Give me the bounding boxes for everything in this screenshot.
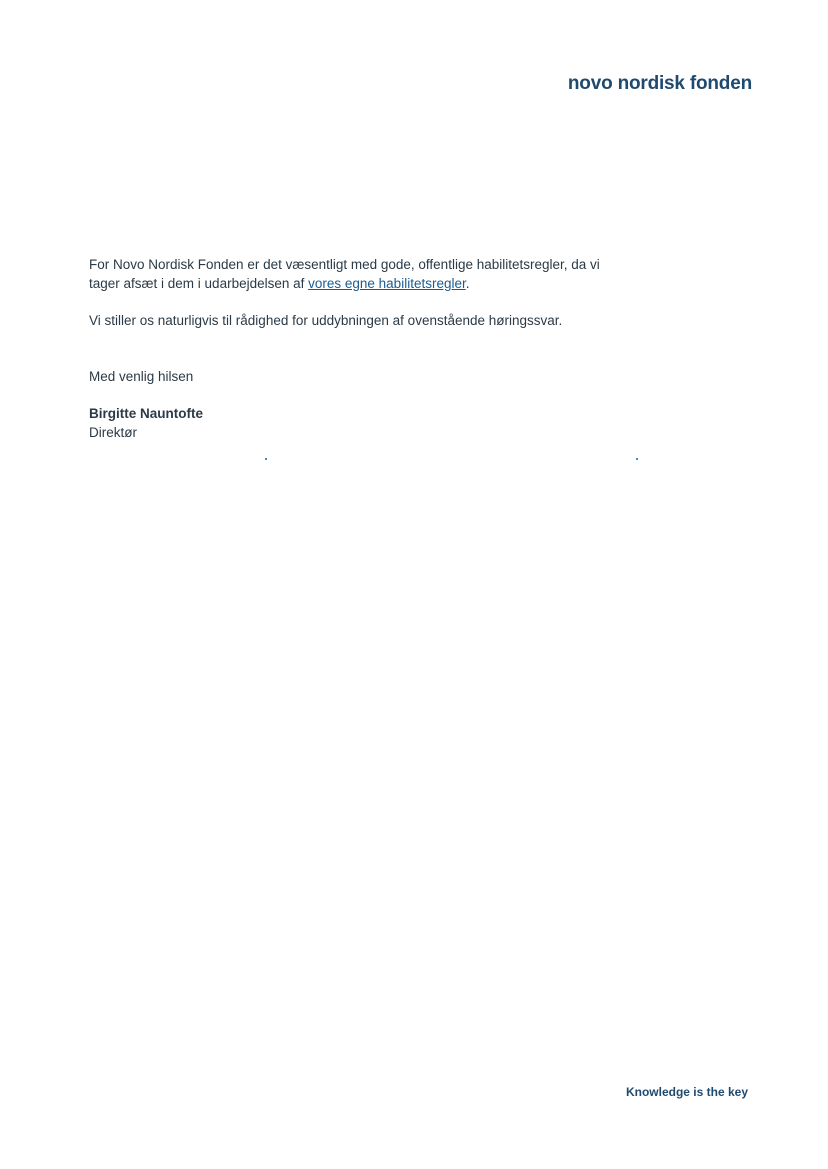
logo-wordmark: novo nordisk fonden bbox=[567, 73, 752, 94]
closing-greeting: Med venlig hilsen bbox=[89, 369, 194, 384]
habilitetsregler-link[interactable]: vores egne habilitetsregler bbox=[308, 276, 466, 291]
signer-name: Birgitte Nauntofte bbox=[89, 406, 203, 421]
scan-speck bbox=[265, 458, 267, 460]
paragraph-habilitetsregler bbox=[89, 255, 629, 293]
paragraph-period: . bbox=[465, 276, 470, 291]
signer-title: Direktør bbox=[89, 425, 137, 440]
signature-block bbox=[89, 404, 629, 442]
footer-tagline: Knowledge is the key bbox=[625, 1085, 748, 1099]
letter-body bbox=[89, 255, 629, 442]
paragraph-text: For Novo Nordisk Fonden er det væsentligt med gode, offentlige habilitetsregler, da vi tager afsæt i dem i udarbejdelsen af bbox=[89, 257, 600, 291]
scan-speck bbox=[636, 458, 638, 460]
paragraph-availability: Vi stiller os naturligvis til rådighed for uddybningen af ovenstående høringssvar. bbox=[89, 313, 563, 328]
